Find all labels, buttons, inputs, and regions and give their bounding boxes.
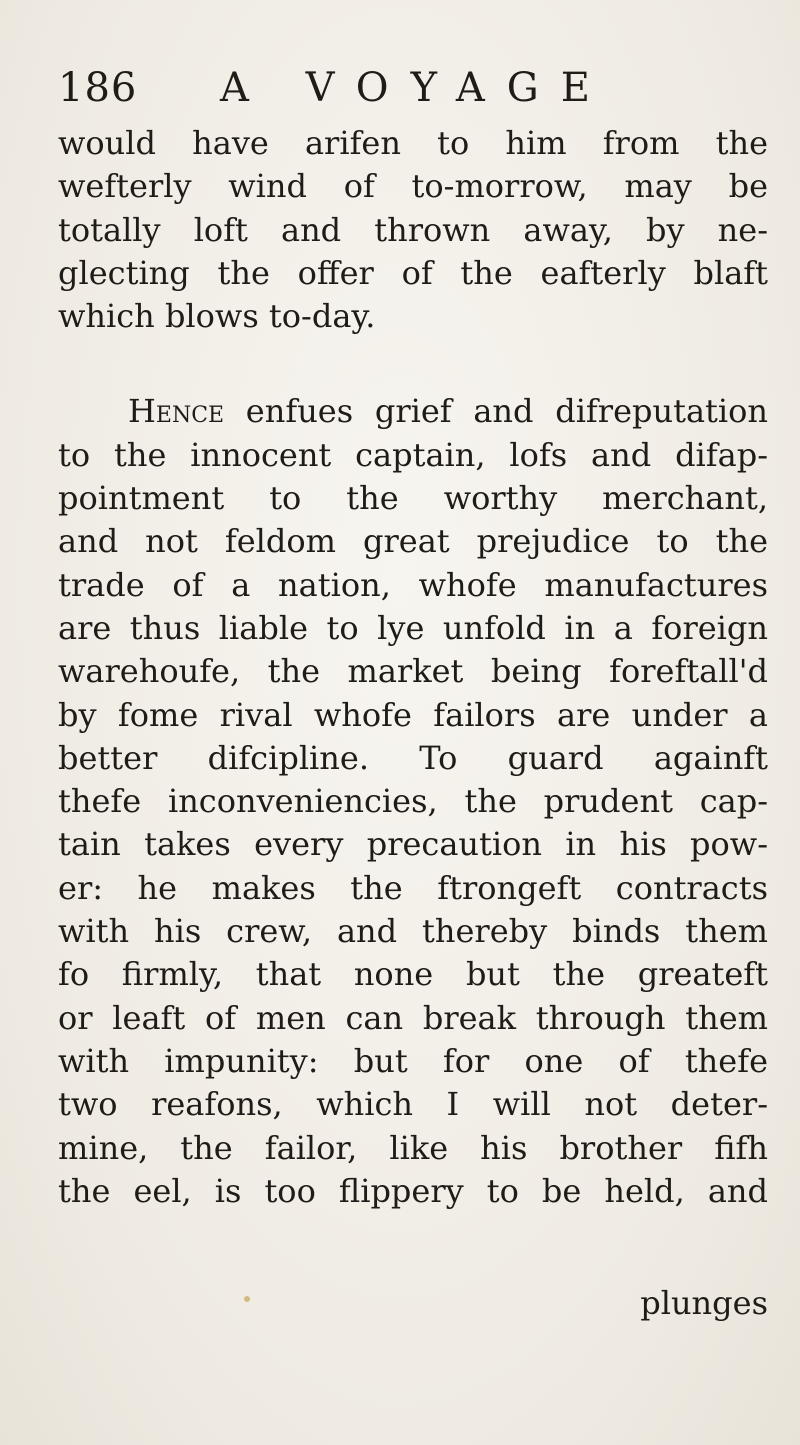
text-line: two reafons, which I will not deter-: [58, 1085, 768, 1124]
text-line: tain takes every precaution in his pow-: [58, 825, 768, 864]
page-number: 186: [58, 65, 138, 111]
text-line: are thus liable to lye unfold in a foreign: [58, 608, 768, 647]
text-line: would have arifen to him from the: [58, 124, 768, 162]
text-line: warehoufe, the market being foreftall'd: [58, 652, 768, 691]
text-line: totally loft and thrown away, by ne-: [58, 210, 768, 249]
page-header: [58, 58, 758, 118]
text-line: mine, the failor, like his brother fifh: [58, 1128, 768, 1167]
text-line: which blows to-day.: [58, 297, 376, 336]
text-line: wefterly wind of to-morrow, may be: [58, 167, 768, 206]
paragraph-gap: [58, 338, 768, 390]
paragraph-1: [58, 122, 768, 338]
text-line: trade of a nation, whofe manufactures: [58, 565, 768, 604]
text-line: with impunity: but for one of thefe: [58, 1041, 768, 1080]
text-line: the eel, is too flippery to be held, and: [58, 1171, 768, 1210]
text-line: er: he makes the ftrongeft contracts: [58, 868, 768, 907]
text-line-first: [58, 390, 768, 433]
text-line: thefe inconveniencies, the prudent cap-: [58, 782, 768, 821]
body-text: [58, 122, 768, 1322]
running-title: A VOYAGE: [220, 65, 612, 111]
text-line: with his crew, and thereby binds them: [58, 912, 768, 951]
text-line: pointment to the worthy merchant,: [58, 479, 768, 518]
ink-speck: [244, 1296, 250, 1302]
catchword: plunges: [640, 1284, 768, 1322]
text-line: better difcipline. To guard againft: [58, 738, 768, 777]
text-line: fo firmly, that none but the greateft: [58, 955, 768, 994]
lead-word: Hence: [128, 392, 225, 431]
first-line-rest: enfues grief and difreputation: [224, 392, 768, 431]
text-line: and not feldom great prejudice to the: [58, 522, 768, 561]
text-line: or leaft of men can break through them: [58, 998, 768, 1037]
paragraph-2: [58, 390, 768, 1213]
text-line: by fome rival whofe failors are under a: [58, 695, 768, 734]
text-line: to the innocent captain, lofs and difap-: [58, 435, 768, 474]
text-line: glecting the offer of the eafterly blaft: [58, 253, 768, 292]
